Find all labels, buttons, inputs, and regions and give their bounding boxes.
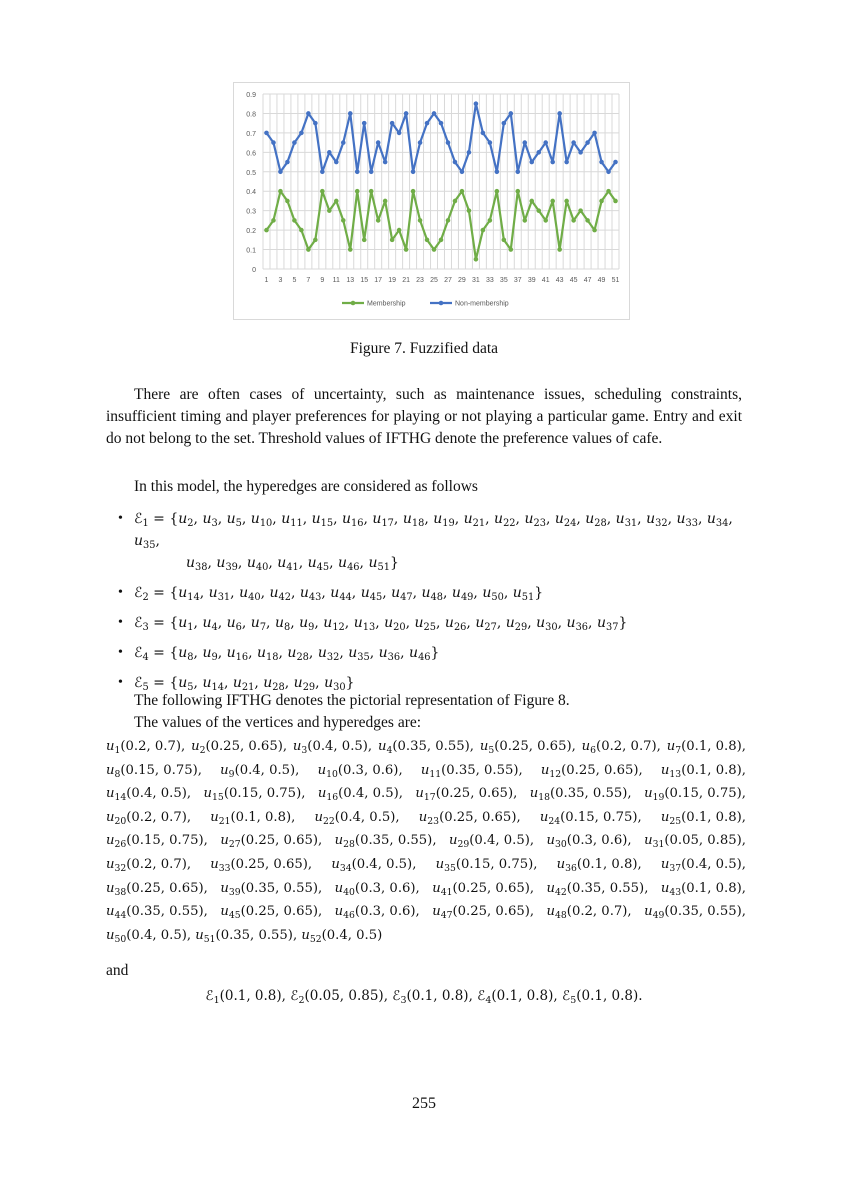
data-point-membership xyxy=(292,218,297,223)
data-point-non-membership xyxy=(536,150,541,155)
vertex-value: $u_{42}(0.35$, 0.55), xyxy=(546,880,649,898)
vertex-value: $u_{34}(0.4$, 0.5), xyxy=(331,856,417,874)
data-point-non-membership xyxy=(606,169,611,174)
hyperedge-item: • ℰ$_5$ = {$u_5$, $u_{14}$, $u_{21}$, $u_{28}$, $u_{29}$, $u_{30}$} xyxy=(118,672,758,694)
data-point-non-membership xyxy=(376,140,381,145)
x-tick-label: 11 xyxy=(332,277,340,284)
data-point-non-membership xyxy=(481,131,486,136)
data-point-non-membership xyxy=(348,111,353,116)
data-point-membership xyxy=(453,199,458,204)
data-point-non-membership xyxy=(390,121,395,126)
vertex-value: $u_{41}(0.25$, 0.65), xyxy=(432,880,535,898)
hyperedge-item: • ℰ$_2$ = {$u_{14}$, $u_{31}$, $u_{40}$, $u_{42}$, $u_{43}$, $u_{44}$, $u_{45}$, $u_{47}$, $u_{48}$, $u_{49}$, $u_{50}$, $u_{51}$} xyxy=(118,582,758,604)
vertex-values-row xyxy=(106,829,746,853)
vertex-value: $u_{51}(0.35$, 0.55), xyxy=(195,927,302,945)
vertex-value: $u_2(0.25$, 0.65), xyxy=(191,739,288,756)
data-point-non-membership xyxy=(404,111,409,116)
vertex-value: $u_{50}(0.4$, 0.5), xyxy=(106,927,196,945)
y-tick-label: 0.5 xyxy=(246,169,256,177)
x-tick-label: 31 xyxy=(472,277,480,284)
vertex-value: $u_5(0.25$, 0.65), xyxy=(479,739,576,756)
x-tick-label: 49 xyxy=(597,277,606,284)
vertex-value: $u_{22}(0.4$, 0.5), xyxy=(314,809,400,827)
data-point-membership xyxy=(418,218,423,223)
x-tick-label: 39 xyxy=(527,277,536,284)
data-point-membership xyxy=(599,199,604,204)
data-point-non-membership xyxy=(411,169,416,174)
x-tick-label: 13 xyxy=(346,277,355,284)
data-point-membership xyxy=(278,189,283,194)
data-point-membership xyxy=(515,189,520,194)
data-point-membership xyxy=(362,238,367,243)
vertex-value: $u_9(0.4$, 0.5), xyxy=(220,762,300,780)
figure-caption: Figure 7. Fuzzified data xyxy=(349,340,499,357)
data-point-membership xyxy=(606,189,611,194)
data-point-membership xyxy=(264,228,269,233)
data-point-non-membership xyxy=(509,111,514,116)
vertex-value: $u_{26}(0.15$, 0.75), xyxy=(106,833,208,851)
vertex-value: $u_{35}(0.15$, 0.75), xyxy=(435,856,538,874)
data-point-membership xyxy=(502,238,507,243)
data-point-non-membership xyxy=(578,150,583,155)
vertex-values-row xyxy=(106,877,746,901)
data-point-membership xyxy=(578,208,583,213)
data-point-membership xyxy=(439,238,444,243)
x-tick-label: 7 xyxy=(306,277,311,284)
figure-7-chart xyxy=(233,82,630,320)
paragraph-hyperedges-intro: In this model, the hyperedges are considered as follows xyxy=(134,478,478,495)
x-tick-label: 3 xyxy=(278,277,283,284)
data-point-membership xyxy=(585,218,590,223)
y-tick-label: 0.8 xyxy=(246,111,256,119)
data-point-membership xyxy=(488,218,493,223)
vertex-value: $u_{18}(0.35$, 0.55), xyxy=(529,786,632,803)
data-point-non-membership xyxy=(383,160,388,165)
data-point-membership xyxy=(383,199,388,204)
data-point-membership xyxy=(564,199,569,204)
data-point-membership xyxy=(613,199,618,204)
data-point-membership xyxy=(313,238,318,243)
data-point-membership xyxy=(460,189,465,194)
x-tick-label: 47 xyxy=(583,277,592,284)
data-point-non-membership xyxy=(557,111,562,116)
y-tick-label: 0 xyxy=(252,267,256,274)
data-point-non-membership xyxy=(467,150,472,155)
hyperedge-value: ℰ$_5$(0.1, 0.8) xyxy=(562,988,639,1006)
data-point-membership xyxy=(536,208,541,213)
vertex-value: $u_{27}(0.25$, 0.65), xyxy=(220,833,323,851)
data-point-membership xyxy=(320,189,325,194)
data-point-membership xyxy=(522,218,527,223)
hyperedge-symbol: ℰ$_4$ xyxy=(134,645,149,663)
data-point-non-membership xyxy=(585,140,590,145)
vertex-value: $u_{21}(0.1$, 0.8), xyxy=(210,809,296,827)
hyperedge-symbol: ℰ$_2$ xyxy=(134,585,149,603)
hyperedge-symbol: ℰ$_3$ xyxy=(134,615,149,633)
vertex-value: $u_6(0.2$, 0.7), xyxy=(581,739,661,756)
data-point-membership xyxy=(550,199,555,204)
data-point-membership xyxy=(495,189,500,194)
data-point-membership xyxy=(474,257,479,262)
data-point-non-membership xyxy=(460,169,465,174)
data-point-non-membership xyxy=(592,131,597,136)
data-point-non-membership xyxy=(502,121,507,126)
data-point-non-membership xyxy=(299,131,304,136)
data-point-membership xyxy=(404,247,409,252)
vertex-value: $u_{47}(0.25$, 0.65), xyxy=(432,904,535,921)
vertex-value: $u_{43}(0.1$, 0.8), xyxy=(660,880,746,898)
x-tick-label: 51 xyxy=(611,277,620,284)
data-point-non-membership xyxy=(327,150,332,155)
vertex-value: $u_{10}(0.3$, 0.6), xyxy=(317,762,403,780)
x-tick-label: 25 xyxy=(430,277,438,284)
data-point-membership xyxy=(529,199,534,204)
vertex-value: $u_{14}(0.4$, 0.5), xyxy=(106,786,192,803)
y-tick-label: 0.2 xyxy=(246,228,256,236)
data-point-non-membership xyxy=(495,169,500,174)
vertex-value: $u_{31}(0.05$, 0.85), xyxy=(644,833,746,851)
vertex-value: $u_{40}(0.3$, 0.6), xyxy=(334,880,420,898)
hyperedge-item: • ℰ$_3$ = {$u_1$, $u_4$, $u_6$, $u_7$, $u_8$, $u_9$, $u_{12}$, $u_{13}$, $u_{20}$, $u_{25}$, $u_{26}$, $u_{27}$, $u_{29}$, $u_{30}$, $u_{36}$, $u_{37}$} xyxy=(118,612,758,634)
data-point-membership xyxy=(327,208,332,213)
data-point-non-membership xyxy=(529,160,534,165)
vertex-value: $u_3(0.4$, 0.5), xyxy=(292,739,373,756)
vertex-value: $u_{25}(0.1$, 0.8), xyxy=(660,809,746,827)
hyperedge-value: ℰ$_2$(0.05, 0.85) xyxy=(290,988,384,1006)
vertex-value: $u_{46}(0.3$, 0.6), xyxy=(334,904,420,921)
legend-marker-membership xyxy=(351,301,356,306)
vertex-value: $u_{30}(0.3$, 0.6), xyxy=(546,833,632,851)
data-point-membership xyxy=(592,228,597,233)
x-tick-label: 41 xyxy=(541,277,550,284)
data-point-non-membership xyxy=(425,121,430,126)
data-point-membership xyxy=(369,189,374,194)
data-point-non-membership xyxy=(599,160,604,165)
data-point-non-membership xyxy=(522,140,527,145)
page-number: 255 xyxy=(412,1095,436,1112)
x-tick-label: 37 xyxy=(513,277,522,284)
y-tick-label: 0.6 xyxy=(246,150,256,158)
data-point-non-membership xyxy=(418,140,423,145)
data-point-non-membership xyxy=(564,160,569,165)
y-tick-label: 0.4 xyxy=(246,189,256,197)
data-point-non-membership xyxy=(474,101,479,106)
x-tick-label: 9 xyxy=(320,277,325,284)
vertex-value: $u_{23}(0.25$, 0.65), xyxy=(418,809,521,827)
vertex-value: $u_{44}(0.35$, 0.55), xyxy=(106,904,208,921)
hyperedge-values: ℰ$_1$(0.1, 0.8), ℰ$_2$(0.05, 0.85), ℰ$_3$(0.1, 0.8), ℰ$_4$(0.1, 0.8), ℰ$_5$(0.1, 0.8). xyxy=(205,988,643,1006)
x-tick-label: 1 xyxy=(264,277,269,284)
data-point-membership xyxy=(509,247,514,252)
line-chart xyxy=(234,83,629,319)
data-point-non-membership xyxy=(334,160,339,165)
vertex-value: $u_{15}(0.15$, 0.75), xyxy=(203,786,306,803)
vertex-value: $u_8(0.15$, 0.75), xyxy=(106,762,202,780)
x-tick-label: 19 xyxy=(388,277,397,284)
data-point-membership xyxy=(571,218,576,223)
y-tick-label: 0.7 xyxy=(246,130,256,138)
data-point-non-membership xyxy=(278,169,283,174)
vertex-value: $u_{28}(0.35$, 0.55), xyxy=(334,833,437,851)
vertex-values-row xyxy=(106,806,746,830)
data-point-non-membership xyxy=(271,140,276,145)
y-tick-label: 0.3 xyxy=(246,208,256,216)
data-point-membership xyxy=(446,218,451,223)
vertex-value: $u_7(0.1$, 0.8), xyxy=(666,739,746,756)
data-point-non-membership xyxy=(313,121,318,126)
vertex-value: $u_1(0.2$, 0.7), xyxy=(106,739,186,756)
legend-label-non-membership: Non-membership xyxy=(455,300,509,308)
data-point-membership xyxy=(271,218,276,223)
vertex-value: $u_{17}(0.25$, 0.65), xyxy=(415,786,518,803)
hyperedge-value: ℰ$_1$(0.1, 0.8) xyxy=(205,988,282,1006)
hyperedge-item: • ℰ$_4$ = {$u_8$, $u_9$, $u_{16}$, $u_{18}$, $u_{28}$, $u_{32}$, $u_{35}$, $u_{36}$, $u_{46}$} xyxy=(118,642,758,664)
hyperedge-value: ℰ$_4$(0.1, 0.8) xyxy=(477,988,554,1006)
vertex-value: $u_{12}(0.25$, 0.65), xyxy=(540,762,643,780)
data-point-membership xyxy=(285,199,290,204)
hyperedge-list xyxy=(118,508,758,702)
x-tick-label: 29 xyxy=(458,277,466,284)
data-point-non-membership xyxy=(320,169,325,174)
data-point-non-membership xyxy=(432,111,437,116)
data-point-membership xyxy=(397,228,402,233)
vertex-value: $u_{36}(0.1$, 0.8), xyxy=(556,856,642,874)
data-point-non-membership xyxy=(397,131,402,136)
data-point-non-membership xyxy=(453,160,458,165)
vertex-values-row xyxy=(106,735,746,759)
data-point-non-membership xyxy=(355,169,360,174)
x-tick-label: 5 xyxy=(292,277,297,284)
y-tick-label: 0.1 xyxy=(246,247,256,255)
x-tick-label: 45 xyxy=(569,277,578,284)
and-label: and xyxy=(106,962,129,979)
vertex-values xyxy=(106,735,746,947)
paragraph-values-intro: The values of the vertices and hyperedges are: xyxy=(134,714,422,731)
data-point-non-membership xyxy=(446,140,451,145)
data-point-non-membership xyxy=(285,160,290,165)
data-point-non-membership xyxy=(515,169,520,174)
data-point-non-membership xyxy=(369,169,374,174)
x-tick-label: 35 xyxy=(499,277,508,284)
vertex-value: $u_{49}(0.35$, 0.55), xyxy=(644,904,746,921)
vertex-value: $u_{19}(0.15$, 0.75), xyxy=(644,786,746,803)
vertex-value: $u_{33}(0.25$, 0.65), xyxy=(210,856,313,874)
data-point-membership xyxy=(334,199,339,204)
data-point-membership xyxy=(355,189,360,194)
paragraph-uncertainty: There are often cases of uncertainty, such as maintenance issues, scheduling constraints, insufficient timing and player preferences for playing or not playing a particular game. Entry and exit do not belong to the set. Threshold values of IFTHG denote the preference values of cafe. xyxy=(106,386,742,447)
data-point-membership xyxy=(543,218,548,223)
data-point-membership xyxy=(341,218,346,223)
vertex-value: $u_{32}(0.2$, 0.7), xyxy=(106,856,192,874)
x-tick-label: 33 xyxy=(485,277,494,284)
data-point-membership xyxy=(432,247,437,252)
data-point-non-membership xyxy=(306,111,311,116)
vertex-value: $u_{16}(0.4$, 0.5), xyxy=(317,786,403,803)
x-tick-label: 17 xyxy=(374,277,383,284)
paragraph-figure8-ref: The following IFTHG denotes the pictorial representation of Figure 8. xyxy=(134,692,570,709)
vertex-value: $u_{11}(0.35$, 0.55), xyxy=(420,762,523,780)
data-point-membership xyxy=(376,218,381,223)
data-point-non-membership xyxy=(613,160,618,165)
data-point-membership xyxy=(411,189,416,194)
hyperedge-item: • ℰ$_1$ = {$u_2$, $u_3$, $u_5$, $u_{10}$, $u_{11}$, $u_{15}$, $u_{16}$, $u_{17}$, $u_{18}$, $u_{19}$, $u_{21}$, $u_{22}$, $u_{23}$, $u_{24}$, $u_{28}$, $u_{31}$, $u_{32}$, $u_{33}$, $u_{34}$, $u_{35}$, $u_{38}$, $u_{39}$, $u_{40}$, $u_{41}$, $u_{45}$, $u_{46}$, $u_{51}$} xyxy=(118,508,758,574)
x-tick-label: 23 xyxy=(416,277,424,284)
hyperedge-symbol: ℰ$_1$ xyxy=(134,511,149,529)
data-point-membership xyxy=(425,238,430,243)
vertex-value: $u_{37}(0.4$, 0.5), xyxy=(660,856,746,874)
vertex-value: $u_4(0.35$, 0.55), xyxy=(377,739,474,756)
x-tick-label: 15 xyxy=(360,277,369,284)
vertex-value: $u_{20}(0.2$, 0.7), xyxy=(106,809,192,827)
vertex-value: $u_{29}(0.4$, 0.5), xyxy=(448,833,535,851)
vertex-value: $u_{13}(0.1$, 0.8), xyxy=(660,762,746,780)
data-point-non-membership xyxy=(488,140,493,145)
vertex-value: $u_{39}(0.35$, 0.55), xyxy=(220,880,323,898)
vertex-values-row xyxy=(106,759,746,783)
vertex-value: $u_{24}(0.15$, 0.75), xyxy=(539,809,642,827)
data-point-non-membership xyxy=(543,140,548,145)
x-tick-label: 27 xyxy=(444,277,452,284)
data-point-membership xyxy=(390,238,395,243)
y-tick-label: 0.9 xyxy=(246,92,256,99)
vertex-values-row xyxy=(106,853,746,877)
legend-label-membership: Membership xyxy=(367,300,406,308)
vertex-value: $u_{52}(0.4$, 0.5) xyxy=(301,927,387,945)
x-tick-label: 43 xyxy=(555,277,564,284)
data-point-membership xyxy=(467,208,472,213)
vertex-values-row xyxy=(106,900,746,924)
data-point-non-membership xyxy=(571,140,576,145)
data-point-non-membership xyxy=(341,140,346,145)
vertex-values-row xyxy=(106,924,746,948)
vertex-values-row xyxy=(106,782,746,806)
data-point-membership xyxy=(306,247,311,252)
vertex-value: $u_{45}(0.25$, 0.65), xyxy=(220,904,323,921)
data-point-membership xyxy=(299,228,304,233)
data-point-non-membership xyxy=(362,121,367,126)
hyperedge-value: ℰ$_3$(0.1, 0.8) xyxy=(392,988,469,1006)
x-tick-label: 21 xyxy=(402,277,410,284)
hyperedge-symbol: ℰ$_5$ xyxy=(134,675,149,693)
vertex-value: $u_{38}(0.25$, 0.65), xyxy=(106,880,208,898)
data-point-membership xyxy=(557,247,562,252)
legend-marker-non-membership xyxy=(439,301,444,306)
data-point-non-membership xyxy=(550,160,555,165)
vertex-value: $u_{48}(0.2$, 0.7), xyxy=(546,904,632,921)
data-point-membership xyxy=(481,228,486,233)
data-point-non-membership xyxy=(292,140,297,145)
data-point-membership xyxy=(348,247,353,252)
data-point-non-membership xyxy=(439,121,444,126)
data-point-non-membership xyxy=(264,131,269,136)
